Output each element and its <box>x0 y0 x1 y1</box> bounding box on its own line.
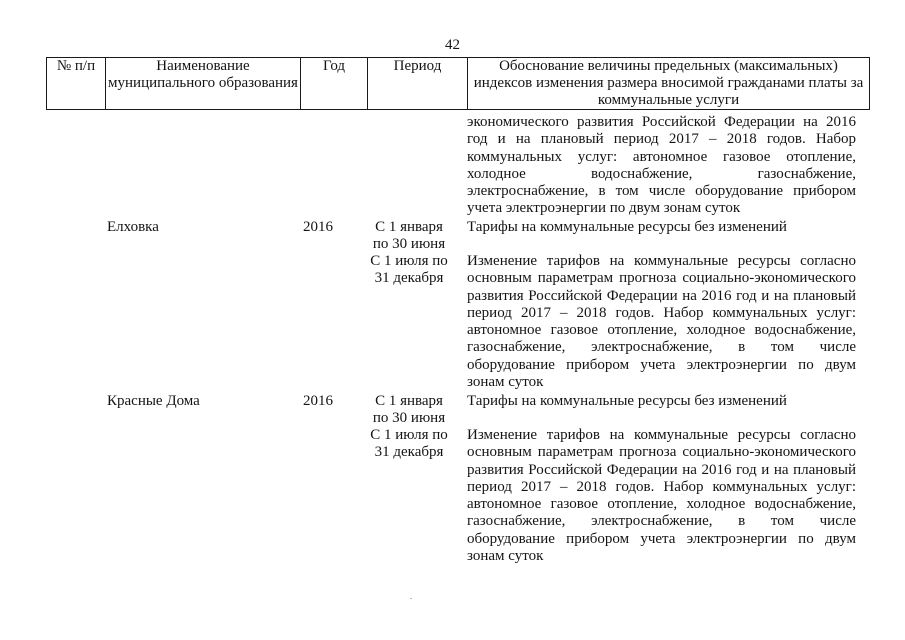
row-1-name: Елховка <box>107 219 159 235</box>
row-2-period-1: С 1 января по 30 июня <box>372 393 446 427</box>
table-header <box>46 57 870 110</box>
row-2-basis-2: Изменение тарифов на коммунальные ресурсы согласно основным параметрам прогноза социально-экономического развития Российской Федерации на 2016 год и на плановый период 2017 – 2018 годов. Набор коммунальных услуг: автономное газовое отопление, холодное водоснабжение, газоснабжение, электроснабжение, в том числе оборудование прибором учета электроэнергии по двум зонам суток <box>467 427 856 565</box>
scan-speck <box>410 598 412 599</box>
row-2-basis-1: Тарифы на коммунальные ресурсы без изменений <box>467 393 787 409</box>
row-1-basis-1: Тарифы на коммунальные ресурсы без изменений <box>467 219 787 235</box>
row-1-period-1: С 1 января по 30 июня <box>372 219 446 253</box>
row-1-year: 2016 <box>303 219 333 235</box>
page-number: 42 <box>445 37 460 53</box>
header-year: Год <box>301 58 368 110</box>
header-num: № п/п <box>47 58 106 110</box>
row-2-name: Красные Дома <box>107 393 200 409</box>
row-2-year: 2016 <box>303 393 333 409</box>
row-1-basis-2: Изменение тарифов на коммунальные ресурсы согласно основным параметрам прогноза социально-экономического развития Российской Федерации на 2016 год и на плановый период 2017 – 2018 годов. Набор коммунальных услуг: автономное газовое отопление, холодное водоснабжение, газоснабжение, электроснабжение, в том числе оборудование прибором учета электроэнергии по двум зонам суток <box>467 253 856 391</box>
row-1-period-2: С 1 июля по 31 декабря <box>370 253 448 287</box>
header-basis: Обоснование величины предельных (максимальных) индексов изменения размера вносимой гражданами платы за коммунальные услуги <box>468 58 870 110</box>
row-2-period-2: С 1 июля по 31 декабря <box>370 427 448 461</box>
header-period: Период <box>368 58 468 110</box>
header-municipality: Наименование муниципального образования <box>106 58 301 110</box>
continuation-text: экономического развития Российской Федерации на 2016 год и на плановый период 2017 – 2018 годов. Набор коммунальных услуг: автономное газовое отопление, холодное водоснабжение, газоснабжение, электроснабжение, в том числе оборудование прибором учета электроэнергии по двум зонам суток <box>467 114 856 217</box>
